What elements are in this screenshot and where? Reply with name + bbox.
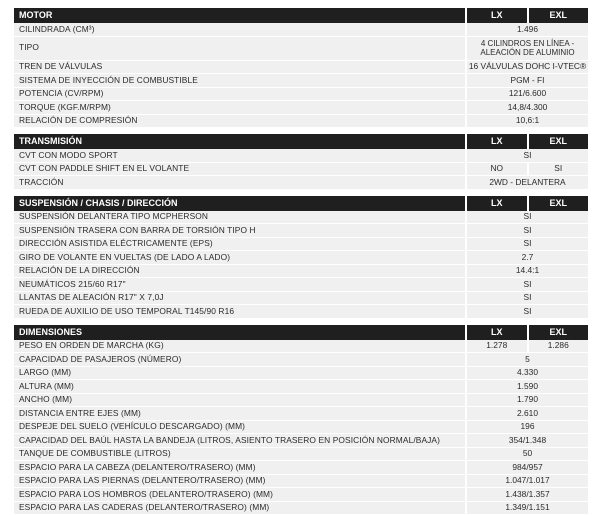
spec-values [465, 88, 588, 101]
spec-value-both: SI [467, 305, 588, 318]
spec-values [465, 37, 588, 60]
spec-label: CAPACIDAD DE PASAJEROS (NÚMERO) [14, 353, 465, 366]
spec-row [14, 101, 588, 115]
spec-values [465, 224, 588, 237]
spec-values [465, 461, 588, 474]
spec-label: SISTEMA DE INYECCIÓN DE COMBUSTIBLE [14, 74, 465, 87]
spec-values [465, 23, 588, 36]
spec-value-lx: 1.278 [467, 340, 527, 353]
spec-value-both: 354/1.348 [467, 434, 588, 447]
spec-label: ESPACIO PARA LA CABEZA (DELANTERO/TRASERO) (MM) [14, 461, 465, 474]
spec-values [465, 211, 588, 224]
spec-label: SUSPENSIÓN TRASERA CON BARRA DE TORSIÓN TIPO H [14, 224, 465, 237]
spec-values [465, 101, 588, 114]
spec-values [465, 475, 588, 488]
section-suspensi-n-chasis-direcci-n [14, 196, 588, 319]
spec-values [465, 407, 588, 420]
spec-value-both: 4.330 [467, 367, 588, 380]
spec-value-both: 1.790 [467, 394, 588, 407]
spec-value-both: SI [467, 278, 588, 291]
spec-row [14, 61, 588, 75]
spec-values [465, 305, 588, 318]
spec-value-both: 14.4:1 [467, 265, 588, 278]
spec-row [14, 421, 588, 435]
spec-value-both: SI [467, 211, 588, 224]
spec-label: ESPACIO PARA LAS PIERNAS (DELANTERO/TRASERO) (MM) [14, 475, 465, 488]
spec-row [14, 211, 588, 225]
column-header-exl: EXL [527, 196, 589, 211]
spec-label: DISTANCIA ENTRE EJES (MM) [14, 407, 465, 420]
column-header-exl: EXL [527, 134, 589, 149]
section-header [14, 8, 588, 23]
spec-value-both: 50 [467, 448, 588, 461]
spec-values [465, 340, 588, 353]
spec-label: CAPACIDAD DEL BAÚL HASTA LA BANDEJA (LITROS, ASIENTO TRASERO EN POSICIÓN NORMAL/BAJA) [14, 434, 465, 447]
spec-value-both: SI [467, 292, 588, 305]
spec-values [465, 74, 588, 87]
spec-values [465, 265, 588, 278]
spec-table [14, 8, 588, 515]
spec-row [14, 380, 588, 394]
spec-label: TIPO [14, 37, 465, 60]
spec-value-both: 10,6:1 [467, 115, 588, 128]
spec-row [14, 88, 588, 102]
section-header [14, 134, 588, 149]
spec-value-both: PGM - FI [467, 74, 588, 87]
spec-row [14, 407, 588, 421]
spec-value-both: 1.047/1.017 [467, 475, 588, 488]
spec-row [14, 149, 588, 163]
spec-label: TRACCIÓN [14, 176, 465, 189]
spec-label: CVT CON PADDLE SHIFT EN EL VOLANTE [14, 163, 465, 176]
spec-row [14, 23, 588, 37]
column-header-lx: LX [465, 8, 527, 23]
column-header-exl: EXL [527, 325, 589, 340]
section-header [14, 325, 588, 340]
spec-value-both: 4 CILINDROS EN LÍNEA - ALEACIÓN DE ALUMINIO [467, 37, 588, 60]
spec-label: ESPACIO PARA LOS HOMBROS (DELANTERO/TRASERO) (MM) [14, 488, 465, 501]
spec-values [465, 367, 588, 380]
spec-row [14, 502, 588, 515]
spec-row [14, 305, 588, 319]
spec-label: RELACIÓN DE LA DIRECCIÓN [14, 265, 465, 278]
spec-label: PESO EN ORDEN DE MARCHA (KG) [14, 340, 465, 353]
spec-row [14, 224, 588, 238]
spec-row [14, 115, 588, 129]
spec-label: LARGO (MM) [14, 367, 465, 380]
spec-values [465, 448, 588, 461]
section-header [14, 196, 588, 211]
spec-value-both: 14,8/4.300 [467, 101, 588, 114]
spec-values [465, 421, 588, 434]
spec-row [14, 265, 588, 279]
spec-value-both: 5 [467, 353, 588, 366]
column-header-lx: LX [465, 325, 527, 340]
spec-label: CILINDRADA (CM³) [14, 23, 465, 36]
spec-row [14, 292, 588, 306]
spec-label: LLANTAS DE ALEACIÓN R17" X 7,0J [14, 292, 465, 305]
spec-value-both: 2.610 [467, 407, 588, 420]
spec-row [14, 353, 588, 367]
spec-row [14, 461, 588, 475]
spec-row [14, 176, 588, 190]
spec-row [14, 340, 588, 354]
spec-value-both: 196 [467, 421, 588, 434]
spec-value-both: 121/6.600 [467, 88, 588, 101]
spec-value-both: 1.349/1.151 [467, 502, 588, 515]
column-header-lx: LX [465, 196, 527, 211]
spec-row [14, 488, 588, 502]
spec-values [465, 278, 588, 291]
spec-row [14, 475, 588, 489]
spec-row [14, 74, 588, 88]
spec-row [14, 251, 588, 265]
spec-label: POTENCIA (CV/RPM) [14, 88, 465, 101]
spec-value-lx: NO [467, 163, 527, 176]
spec-label: RELACIÓN DE COMPRESIÓN [14, 115, 465, 128]
spec-values [465, 149, 588, 162]
spec-values [465, 115, 588, 128]
spec-values [465, 502, 588, 515]
spec-row [14, 238, 588, 252]
spec-value-exl: 1.286 [527, 340, 589, 353]
spec-values [465, 434, 588, 447]
spec-label: ANCHO (MM) [14, 394, 465, 407]
spec-value-both: 984/957 [467, 461, 588, 474]
spec-row [14, 37, 588, 61]
column-header-lx: LX [465, 134, 527, 149]
spec-values [465, 176, 588, 189]
spec-label: RUEDA DE AUXILIO DE USO TEMPORAL T145/90 R16 [14, 305, 465, 318]
spec-row [14, 434, 588, 448]
section-title: TRANSMISIÓN [14, 134, 465, 149]
section-title: MOTOR [14, 8, 465, 23]
spec-value-exl: SI [527, 163, 589, 176]
spec-value-both: 1.590 [467, 380, 588, 393]
spec-value-both: 1.496 [467, 23, 588, 36]
spec-label: CVT CON MODO SPORT [14, 149, 465, 162]
spec-values [465, 394, 588, 407]
spec-values [465, 251, 588, 264]
section-motor [14, 8, 588, 128]
spec-row [14, 394, 588, 408]
spec-row [14, 367, 588, 381]
spec-values [465, 353, 588, 366]
spec-label: TORQUE (KGF.M/RPM) [14, 101, 465, 114]
spec-value-both: SI [467, 224, 588, 237]
spec-values [465, 238, 588, 251]
spec-value-both: 2.7 [467, 251, 588, 264]
spec-value-both: 2WD - DELANTERA [467, 176, 588, 189]
spec-values [465, 292, 588, 305]
section-title: SUSPENSIÓN / CHASIS / DIRECCIÓN [14, 196, 465, 211]
spec-value-both: SI [467, 149, 588, 162]
spec-label: ALTURA (MM) [14, 380, 465, 393]
spec-values [465, 163, 588, 176]
spec-value-both: 1.438/1.357 [467, 488, 588, 501]
spec-label: NEUMÁTICOS 215/60 R17" [14, 278, 465, 291]
spec-label: DIRECCIÓN ASISTIDA ELÉCTRICAMENTE (EPS) [14, 238, 465, 251]
spec-label: TREN DE VÁLVULAS [14, 61, 465, 74]
section-dimensiones [14, 325, 588, 515]
spec-value-both: SI [467, 238, 588, 251]
spec-label: DESPEJE DEL SUELO (VEHÍCULO DESCARGADO) (MM) [14, 421, 465, 434]
spec-label: ESPACIO PARA LAS CADERAS (DELANTERO/TRASERO) (MM) [14, 502, 465, 515]
section-transmisi-n [14, 134, 588, 190]
section-title: DIMENSIONES [14, 325, 465, 340]
spec-label: TANQUE DE COMBUSTIBLE (LITROS) [14, 448, 465, 461]
spec-label: GIRO DE VOLANTE EN VUELTAS (DE LADO A LADO) [14, 251, 465, 264]
spec-label: SUSPENSIÓN DELANTERA TIPO MCPHERSON [14, 211, 465, 224]
spec-values [465, 488, 588, 501]
spec-values [465, 380, 588, 393]
spec-value-both: 16 VÁLVULAS DOHC I-VTEC® [467, 61, 588, 74]
spec-values [465, 61, 588, 74]
spec-row [14, 448, 588, 462]
spec-row [14, 163, 588, 177]
spec-row [14, 278, 588, 292]
column-header-exl: EXL [527, 8, 589, 23]
